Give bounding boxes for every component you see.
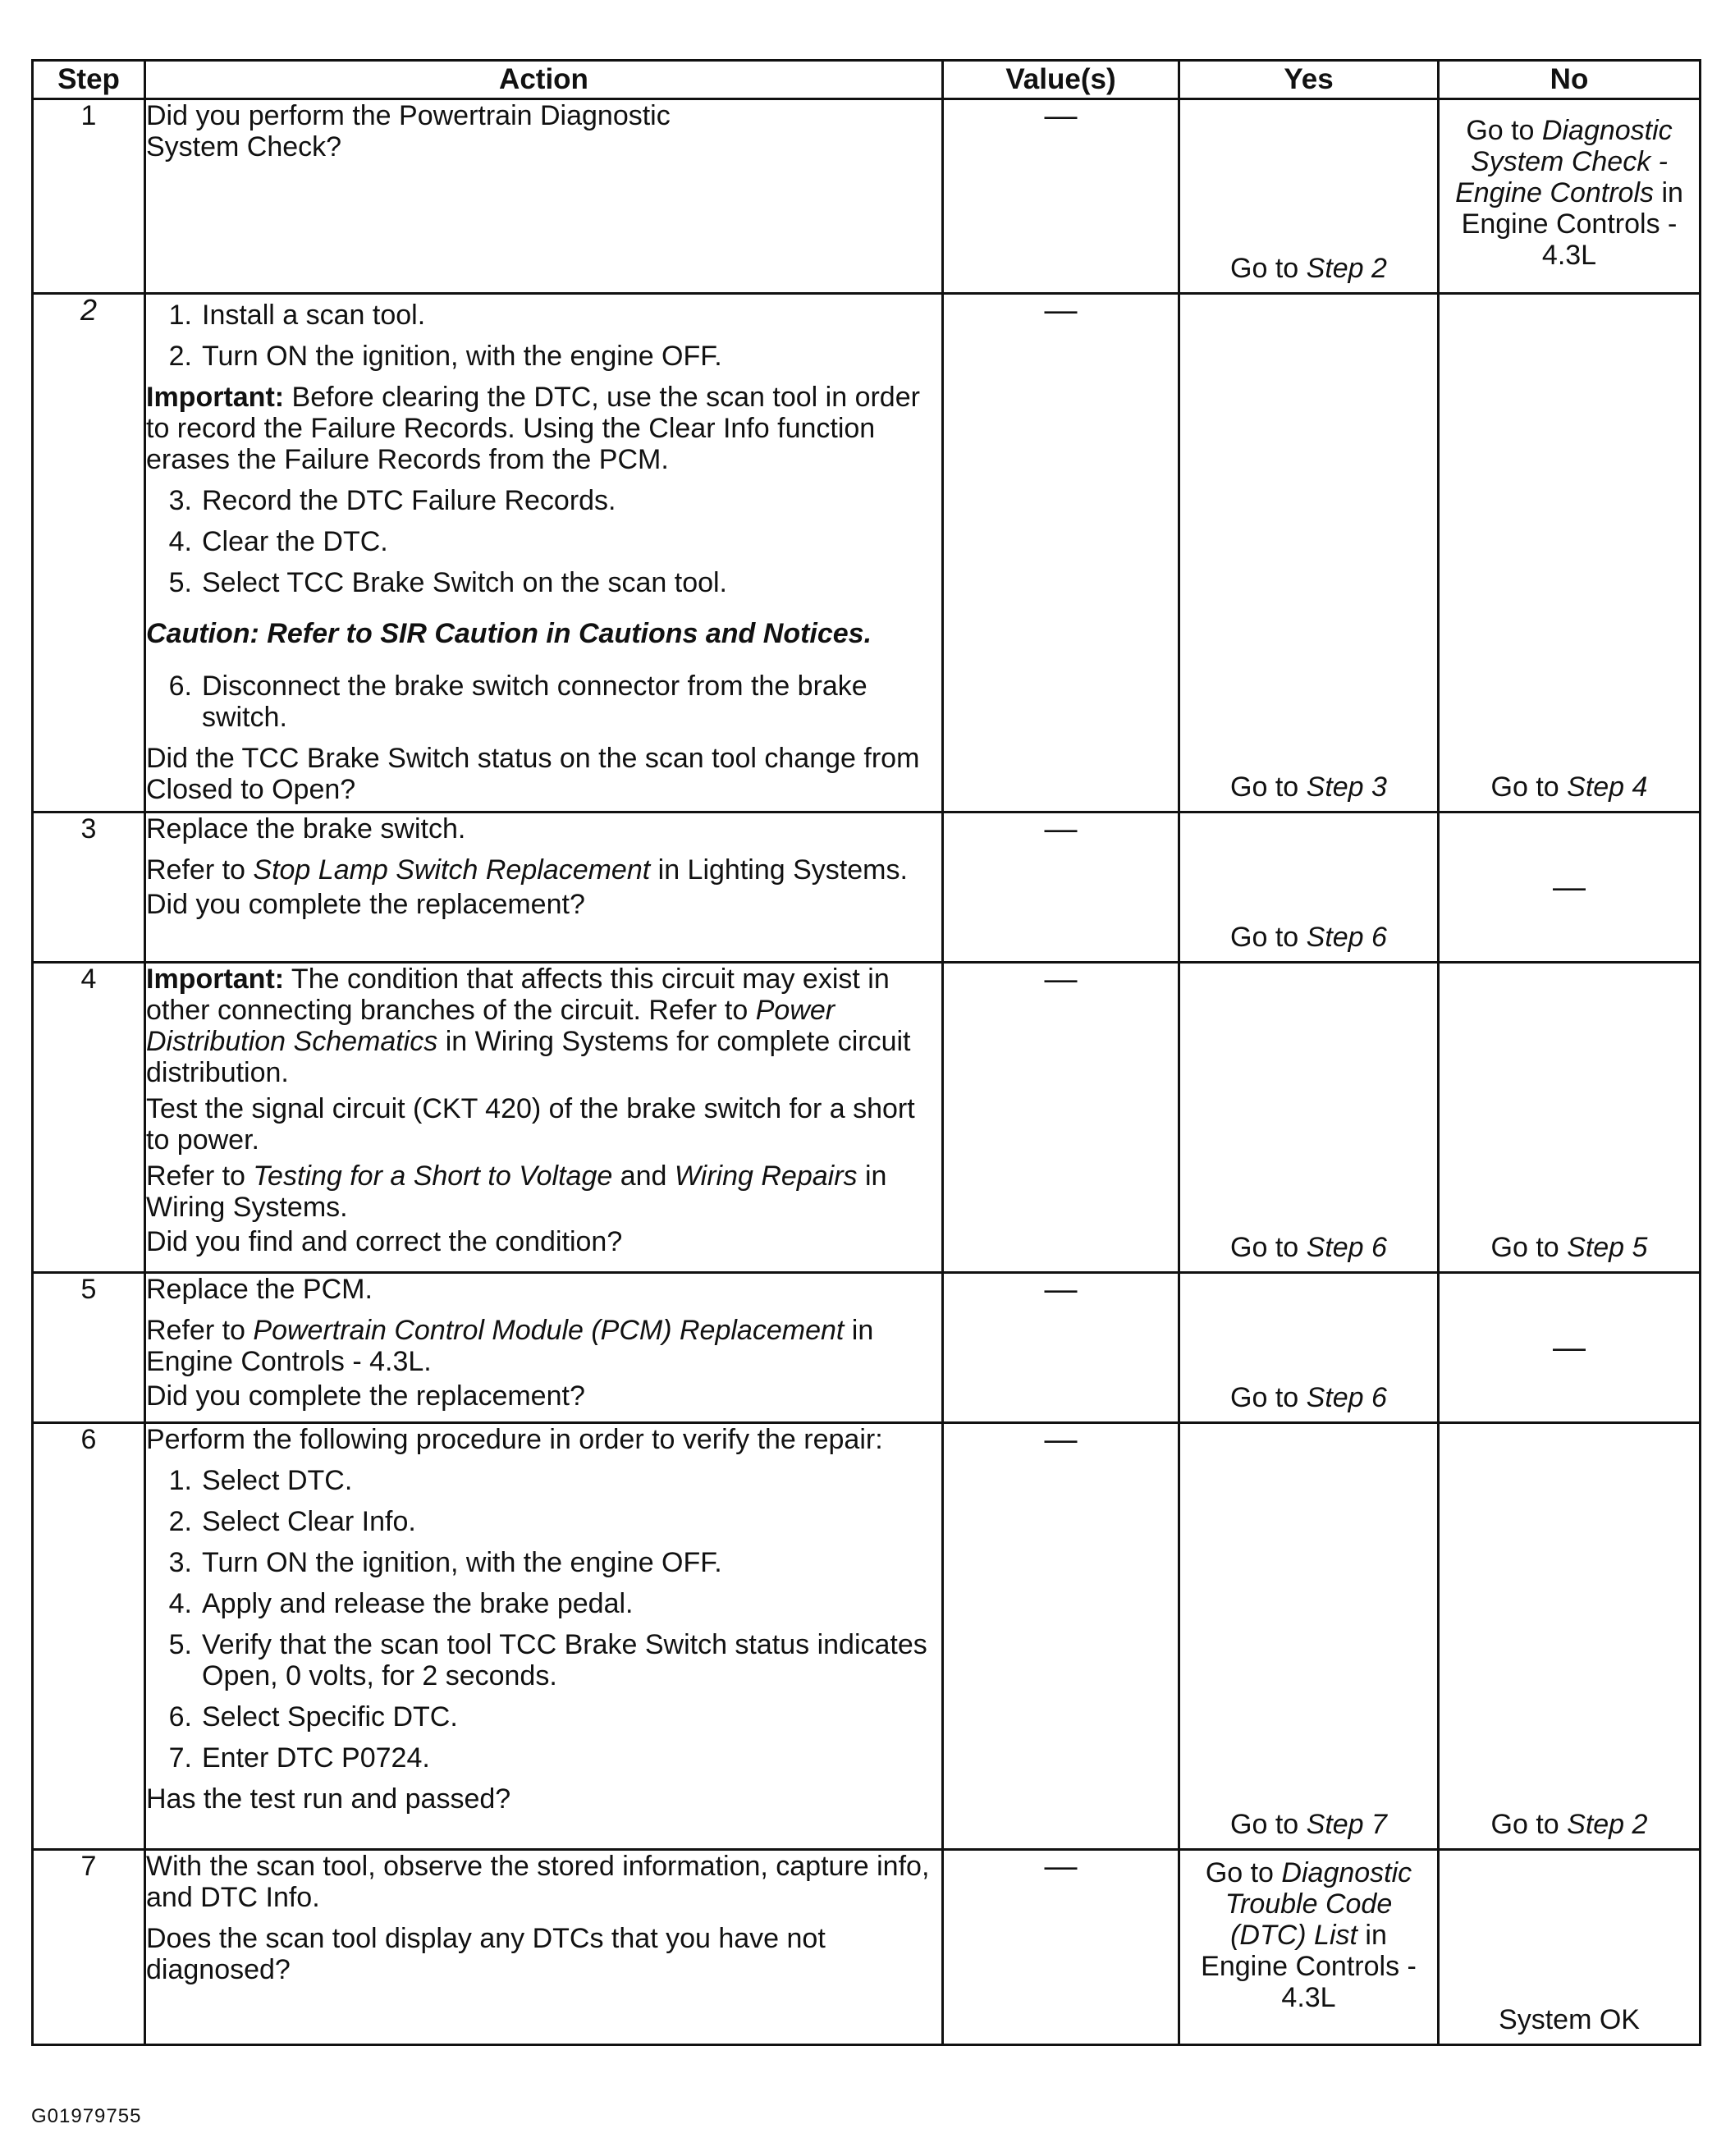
step-number: 5: [33, 1273, 145, 1423]
value-cell: —: [943, 1850, 1179, 2045]
action-cell: [145, 1850, 943, 2045]
action-question: Does the scan tool display any DTCs that you have not diagnosed?: [146, 1923, 826, 1985]
action-text: Replace the brake switch.: [146, 813, 466, 845]
action-cell: [145, 99, 943, 294]
list-item: 4. Clear the DTC.: [168, 526, 388, 557]
list-item: 3. Turn ON the ignition, with the engine OFF.: [168, 1547, 722, 1578]
header-action: Action: [145, 61, 943, 99]
action-cell: [145, 1273, 943, 1423]
list-item: 4. Apply and release the brake pedal.: [168, 1588, 634, 1619]
yes-goto[interactable]: Go to Step 6: [1230, 922, 1387, 953]
yes-cell: [1179, 1273, 1439, 1423]
diagnostic-table: [31, 59, 1701, 2046]
list-item: 1. Install a scan tool.: [168, 300, 426, 331]
no-cell: [1439, 963, 1701, 1273]
action-question: Did you complete the replacement?: [146, 889, 585, 920]
action-question: Has the test run and passed?: [146, 1783, 511, 1815]
important-note: Important: Before clearing the DTC, use the scan tool in order to record the Failure Records. Using the Clear Info function erases the Failure Records from the PCM.: [146, 382, 920, 475]
step-number: 3: [33, 813, 145, 963]
step-number: 4: [33, 963, 145, 1273]
step-number: 2: [33, 294, 145, 813]
header-no: No: [1439, 61, 1701, 99]
action-text: Replace the PCM.: [146, 1274, 373, 1305]
action-reference: Refer to Stop Lamp Switch Replacement in Lighting Systems.: [146, 854, 908, 886]
yes-cell: [1179, 963, 1439, 1273]
list-item: 5. Select TCC Brake Switch on the scan tool.: [168, 567, 728, 598]
value-cell: —: [943, 813, 1179, 963]
table-row: [33, 1850, 1701, 2045]
no-cell: [1439, 1850, 1701, 2045]
no-goto[interactable]: Go to Step 2: [1490, 1809, 1648, 1840]
header-step: Step: [33, 61, 145, 99]
important-note: Important: The condition that affects this circuit may exist in other connecting branches of the circuit. Refer to Power Distribution Schematics in Wiring Systems for complete circuit distribution.: [146, 964, 911, 1088]
value-cell: —: [943, 1423, 1179, 1850]
action-reference: Refer to Powertrain Control Module (PCM) Replacement in Engine Controls - 4.3L.: [146, 1315, 874, 1377]
caution-note: Caution: Refer to SIR Caution in Cautions and Notices.: [146, 618, 872, 649]
step-number: 7: [33, 1850, 145, 2045]
list-item: 2. Select Clear Info.: [168, 1506, 416, 1537]
yes-goto[interactable]: Go to Step 6: [1230, 1382, 1387, 1413]
table-row: [33, 99, 1701, 294]
list-item: 7. Enter DTC P0724.: [168, 1742, 430, 1774]
table-row: [33, 1273, 1701, 1423]
action-cell: [145, 1423, 943, 1850]
yes-cell: [1179, 294, 1439, 813]
list-item: 5. Verify that the scan tool TCC Brake Switch status indicates Open, 0 volts, for 2 seconds.: [168, 1629, 927, 1691]
table-row: [33, 813, 1701, 963]
list-item: 6. Select Specific DTC.: [168, 1701, 458, 1733]
no-goto[interactable]: Go to Step 4: [1490, 771, 1648, 803]
value-cell: —: [943, 294, 1179, 813]
table-row: [33, 1423, 1701, 1850]
action-cell: [145, 294, 943, 813]
header-yes: Yes: [1179, 61, 1439, 99]
yes-goto[interactable]: Go to Diagnostic Trouble Code (DTC) List in Engine Controls - 4.3L: [1201, 1857, 1417, 2013]
no-value: —: [1553, 1330, 1586, 1366]
list-item: 3. Record the DTC Failure Records.: [168, 485, 616, 516]
step-number: 1: [33, 99, 145, 294]
header-values: Value(s): [943, 61, 1179, 99]
no-value: —: [1553, 869, 1586, 905]
table-row: [33, 963, 1701, 1273]
no-cell: [1439, 813, 1701, 963]
action-text: With the scan tool, observe the stored information, capture info, and DTC Info.: [146, 1851, 930, 1913]
yes-cell: [1179, 99, 1439, 294]
no-cell: [1439, 99, 1701, 294]
yes-cell: [1179, 1423, 1439, 1850]
action-cell: [145, 963, 943, 1273]
header-row: [33, 61, 1701, 99]
value-cell: —: [943, 99, 1179, 294]
action-question: Did you complete the replacement?: [146, 1380, 585, 1412]
value-cell: —: [943, 1273, 1179, 1423]
action-text: Test the signal circuit (CKT 420) of the brake switch for a short to power.: [146, 1093, 915, 1156]
list-item: 6. Disconnect the brake switch connector from the brake switch.: [168, 671, 868, 733]
yes-goto[interactable]: Go to Step 7: [1230, 1809, 1387, 1840]
yes-goto[interactable]: Go to Step 6: [1230, 1232, 1387, 1263]
action-text: Perform the following procedure in order to verify the repair:: [146, 1424, 883, 1455]
step-number: 6: [33, 1423, 145, 1850]
no-goto[interactable]: Go to Diagnostic System Check - Engine Controls in Engine Controls - 4.3L: [1455, 115, 1683, 271]
no-goto[interactable]: Go to Step 5: [1490, 1232, 1648, 1263]
figure-id: G01979755: [31, 2105, 142, 2127]
action-question: Did the TCC Brake Switch status on the scan tool change from Closed to Open?: [146, 743, 920, 805]
yes-cell: [1179, 813, 1439, 963]
list-item: 2. Turn ON the ignition, with the engine OFF.: [168, 341, 722, 372]
list-item: 1. Select DTC.: [168, 1465, 353, 1496]
action-question: Did you perform the Powertrain Diagnostic System Check?: [146, 100, 671, 163]
value-cell: —: [943, 963, 1179, 1273]
no-value: System OK: [1499, 2004, 1640, 2035]
yes-goto[interactable]: Go to Step 3: [1230, 771, 1387, 803]
action-reference: Refer to Testing for a Short to Voltage and Wiring Repairs in Wiring Systems.: [146, 1160, 887, 1223]
action-question: Did you find and correct the condition?: [146, 1226, 623, 1257]
no-cell: [1439, 294, 1701, 813]
yes-cell: [1179, 1850, 1439, 2045]
no-cell: [1439, 1273, 1701, 1423]
no-cell: [1439, 1423, 1701, 1850]
action-cell: [145, 813, 943, 963]
table-row: [33, 294, 1701, 813]
yes-goto[interactable]: Go to Step 2: [1230, 253, 1387, 284]
